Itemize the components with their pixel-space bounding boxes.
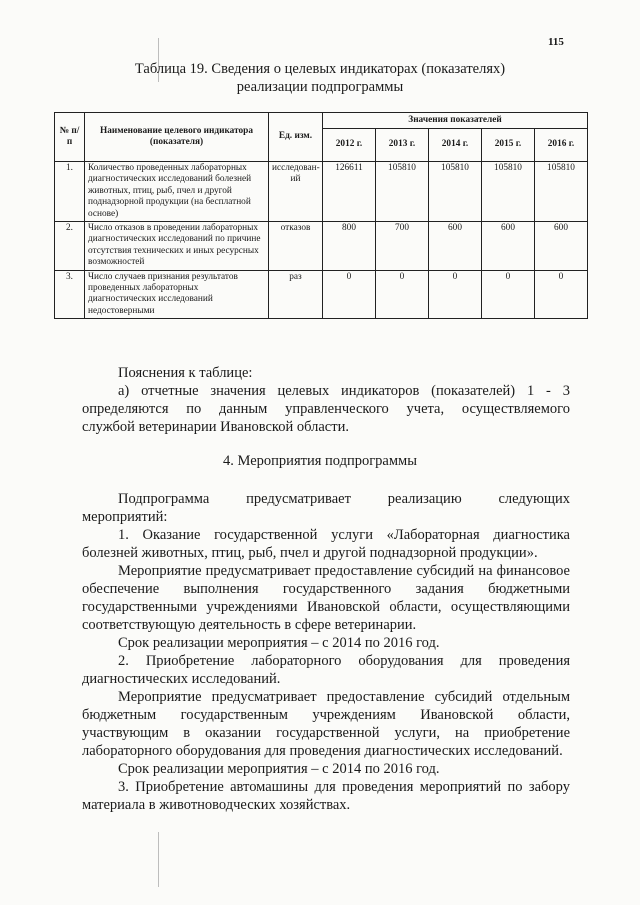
- row-number: 3.: [55, 270, 85, 319]
- page-number: 115: [548, 36, 564, 48]
- col-header-year: 2013 г.: [376, 129, 429, 162]
- indicator-value: 126611: [323, 162, 376, 222]
- notes-text: службой ветеринарии Ивановской области.: [82, 419, 349, 435]
- indicator-value: 800: [323, 222, 376, 271]
- paragraph: 3. Приобретение автомашины для проведения мероприятий по забору материала в животноводческих хозяйствах.: [82, 779, 570, 813]
- section-title: 4. Мероприятия подпрограммы: [223, 453, 417, 469]
- indicator-value: 0: [376, 270, 429, 319]
- indicator-value: 105810: [429, 162, 482, 222]
- col-header-unit: Ед. изм.: [269, 113, 323, 162]
- paragraph: мероприятий:: [82, 509, 168, 525]
- table-row: [55, 222, 588, 271]
- paragraph: 2. Приобретение лабораторного оборудования для проведения диагностических исследований.: [82, 653, 570, 687]
- indicators-table: [54, 112, 588, 319]
- col-header-year: 2016 г.: [535, 129, 588, 162]
- col-header-year: 2015 г.: [482, 129, 535, 162]
- indicator-value: 0: [429, 270, 482, 319]
- indicator-value: 0: [535, 270, 588, 319]
- paragraph: 1. Оказание государственной услуги «Лабораторная диагностика болезней животных, птиц, рыб, пчел и другой поднадзорной продукции».: [82, 527, 570, 561]
- paragraph: Подпрограмма предусматривает реализацию следующих: [118, 491, 570, 507]
- col-header-values: Значения показателей: [323, 113, 588, 129]
- section-body: [82, 490, 570, 814]
- col-header-year: 2014 г.: [429, 129, 482, 162]
- table-title-line: Таблица 19. Сведения о целевых индикаторах (показателях): [134, 61, 506, 77]
- indicator-value: 600: [482, 222, 535, 271]
- indicator-name: Число случаев признания результатов проведенных лабораторных диагностических исследований недостоверными: [85, 270, 269, 319]
- indicator-value: 700: [376, 222, 429, 271]
- col-header-number: № п/п: [55, 113, 85, 162]
- indicator-value: 105810: [376, 162, 429, 222]
- col-header-name: Наименование целевого индикатора (показателя): [85, 113, 269, 162]
- indicator-name: Количество проведенных лабораторных диагностических исследований болезней животных, птиц, рыб, пчел и другой поднадзорной продукции (на бесплатной основе): [85, 162, 269, 222]
- indicator-unit: отказов: [269, 222, 323, 271]
- row-number: 2.: [55, 222, 85, 271]
- scan-margin-line: [158, 832, 159, 887]
- table-notes: [82, 364, 570, 436]
- notes-text: определяются по данным управленческого учета, осуществляемого: [82, 401, 570, 417]
- table-row: [55, 162, 588, 222]
- indicator-unit: исследован-ий: [269, 162, 323, 222]
- col-header-year: 2012 г.: [323, 129, 376, 162]
- paragraph: Мероприятие предусматривает предоставление субсидий отдельным бюджетным государственным учреждениям Ивановской области, участвующим в оказании государственной услуги, на приобретение лабораторного оборудования для проведения диагностических исследований.: [82, 689, 570, 759]
- paragraph: Мероприятие предусматривает предоставление субсидий на финансовое обеспечение выполнения государственного задания бюджетными государственными учреждениями Ивановской области, осуществляющими соответствующую деятельность в сфере ветеринарии.: [82, 563, 570, 633]
- indicator-value: 600: [429, 222, 482, 271]
- indicator-unit: раз: [269, 270, 323, 319]
- paragraph: Срок реализации мероприятия – с 2014 по 2016 год.: [118, 635, 440, 651]
- table-title-line: реализации подпрограммы: [236, 79, 404, 95]
- indicator-value: 105810: [535, 162, 588, 222]
- row-number: 1.: [55, 162, 85, 222]
- table-title: [60, 60, 580, 96]
- notes-text: а) отчетные значения целевых индикаторов (показателей) 1 - 3: [118, 383, 570, 399]
- notes-heading: Пояснения к таблице:: [118, 365, 253, 381]
- table-row: [55, 270, 588, 319]
- indicator-value: 105810: [482, 162, 535, 222]
- indicator-value: 600: [535, 222, 588, 271]
- indicator-value: 0: [323, 270, 376, 319]
- indicator-name: Число отказов в проведении лабораторных диагностических исследований по причине отсутствия технических и иных ресурсных возможностей: [85, 222, 269, 271]
- paragraph: Срок реализации мероприятия – с 2014 по 2016 год.: [118, 761, 440, 777]
- indicator-value: 0: [482, 270, 535, 319]
